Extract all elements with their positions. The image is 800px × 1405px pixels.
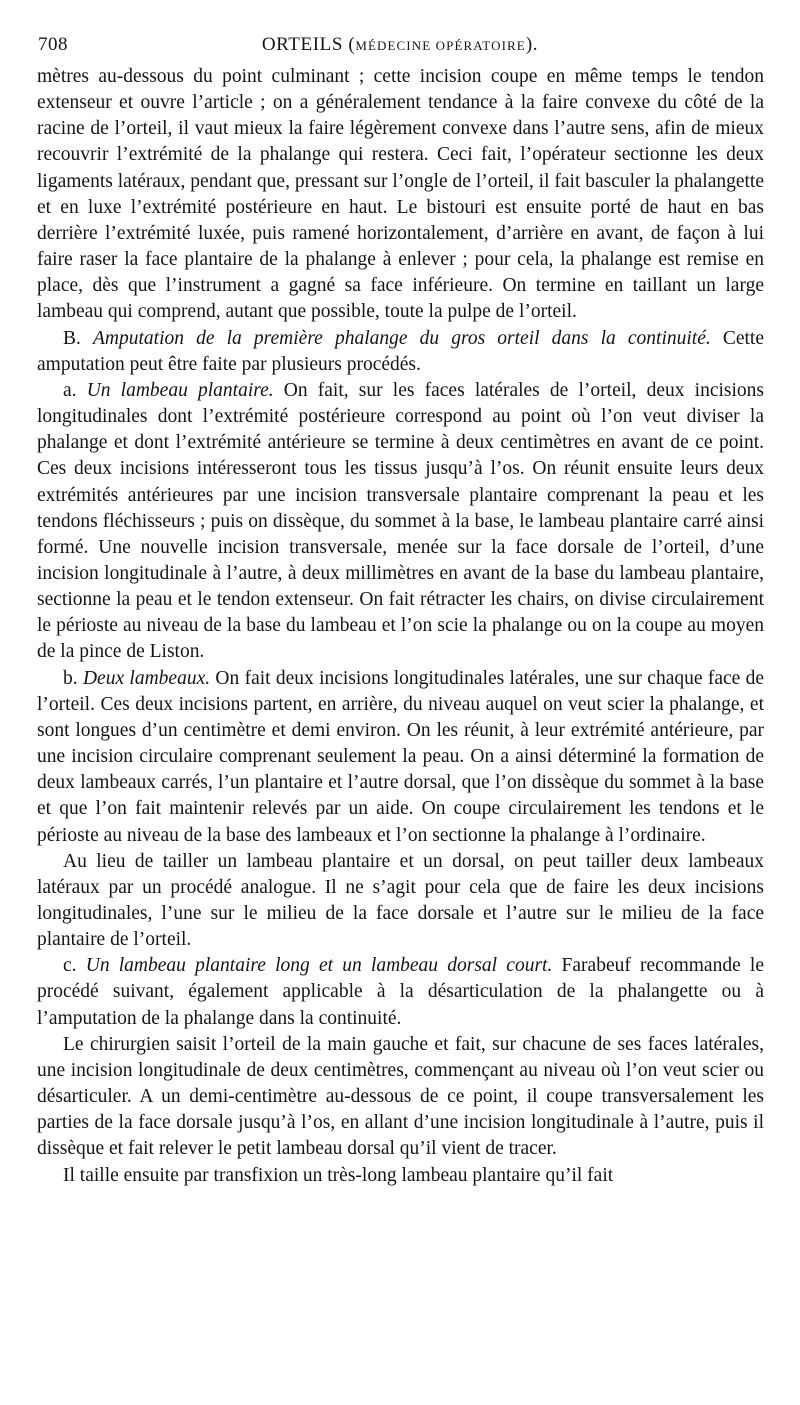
running-title-main: ORTEILS ( <box>261 34 356 55</box>
paragraph-lateral-flaps: Au lieu de tailler un lambeau plantaire et un dorsal, on peut tailler deux lambeaux latéraux par un procédé analogue. Il ne s’agit pour cela que de faire les deux incisions longitudinales, l’une sur le milieu de la face dorsale et l’autre sur le milieu de la face plantaire de l’orteil. <box>37 850 764 951</box>
procedure-marker: c. <box>63 955 86 977</box>
section-heading: Amputation de la première phalange du gros orteil dans la continuité. <box>93 327 711 349</box>
paragraph-section-b: B. Amputation de la première phalange du gros orteil dans la continuité. Cette amputation peut être faite par plusieurs procédés. <box>37 327 764 375</box>
page-number: 708 <box>38 34 68 55</box>
procedure-heading: Un lambeau plantaire long et un lambeau dorsal court. <box>85 955 553 977</box>
running-header <box>0 34 800 66</box>
running-title-end: ). <box>525 34 539 55</box>
procedure-heading: Deux lambeaux. <box>82 667 211 689</box>
paragraph-continuation: mètres au-dessous du point culminant ; cette incision coupe en même temps le tendon extenseur et ouvre l’article ; on a généralement tendance à la faire convexe du côté de la racine de l’orteil, il vaut mieux la faire légèrement convexe dans l’autre sens, afin de mieux recouvrir l’extrémité de la phalange qui restera. Ceci fait, l’opérateur sectionne les deux ligaments latéraux, pendant que, pressant sur l’ongle de l’orteil, il fait basculer la phalangette et en luxe l’extrémité postérieure en haut. Le bistouri est ensuite porté de haut en bas derrière l’extrémité luxée, puis ramené horizontalement, d’arrière en avant, de façon à lui faire raser la face plantaire de la phalange à enlever ; pour cela, la phalange est remise en place, dès que l’instrument a gagné sa face inférieure. On termine en taillant un large lambeau qui comprend, autant que possible, toute la pulpe de l’orteil. <box>37 66 764 323</box>
running-title <box>0 34 800 56</box>
procedure-marker: b. <box>63 667 83 689</box>
paragraph-procedure-c: c. Un lambeau plantaire long et un lambeau dorsal court. Farabeuf recommande le procédé suivant, également applicable à la désarticulation de la phalangette ou à l’amputation de la phalange dans la continuité. <box>37 955 764 1029</box>
paragraph-final-line: Il taille ensuite par transfixion un très-long lambeau plantaire qu’il fait <box>63 1164 614 1186</box>
paragraph-procedure-a: a. Un lambeau plantaire. On fait, sur les faces latérales de l’orteil, deux incisions longitudinales dont l’extrémité postérieure correspond au point où l’on veut diviser la phalange et dont l’extrémité antérieure se termine à deux centimètres en avant de ce point. Ces deux incisions intéresseront tous les tissus jusqu’à l’os. On réunit ensuite leurs deux extrémités antérieures par une incision transversale plantaire comprenant la peau et les tendons fléchisseurs ; puis on dissèque, du sommet à la base, le lambeau plantaire carré ainsi formé. Une nouvelle incision transversale, menée sur la face dorsale de l’orteil, d’une incision longitudinale à l’autre, à deux millimètres en avant de la base du lambeau plantaire, sectionne la peau et le tendon extenseur. On fait rétracter les chairs, on divise circulairement le périoste au niveau de la base du lambeau et l’on scie la phalange ou on la coupe au moyen de la pince de Liston. <box>37 379 764 663</box>
body-text <box>37 64 764 1189</box>
procedure-marker: a. <box>63 379 87 401</box>
running-title-subject: MÉDECINE OPÉRATOIRE <box>355 38 526 53</box>
paragraph-surgeon: Le chirurgien saisit l’orteil de la main gauche et fait, sur chacune de ses faces latérales, une incision longitudinale de deux centimètres, commençant au niveau où l’on veut scier ou désarticuler. A un demi-centimètre au-dessous de ce point, il coupe transversalement les parties de la face dorsale jusqu’à l’os, en allant d’une incision longitudinale à l’autre, puis il dissèque et fait relever le petit lambeau dorsal qu’il vient de tracer. <box>37 1033 764 1160</box>
procedure-heading: Un lambeau plantaire. <box>86 379 274 401</box>
section-marker: B. <box>63 327 93 349</box>
paragraph-procedure-b: b. Deux lambeaux. On fait deux incisions longitudinales latérales, une sur chaque face de l’orteil. Ces deux incisions partent, en arrière, du niveau auquel on veut scier la phalange, et sont longues d’un centimètre et demi environ. On les réunit, à leur extrémité antérieure, par une incision circulaire comprenant seulement la peau. On a ainsi déterminé la formation de deux lambeaux carrés, l’un plantaire et l’autre dorsal, que l’on dissèque du sommet à la base et que l’on fait maintenir relevés par un aide. On coupe circulairement les tendons et le périoste au niveau de la base des lambeaux et l’on sectionne la phalange à l’ordinaire. <box>37 667 765 846</box>
